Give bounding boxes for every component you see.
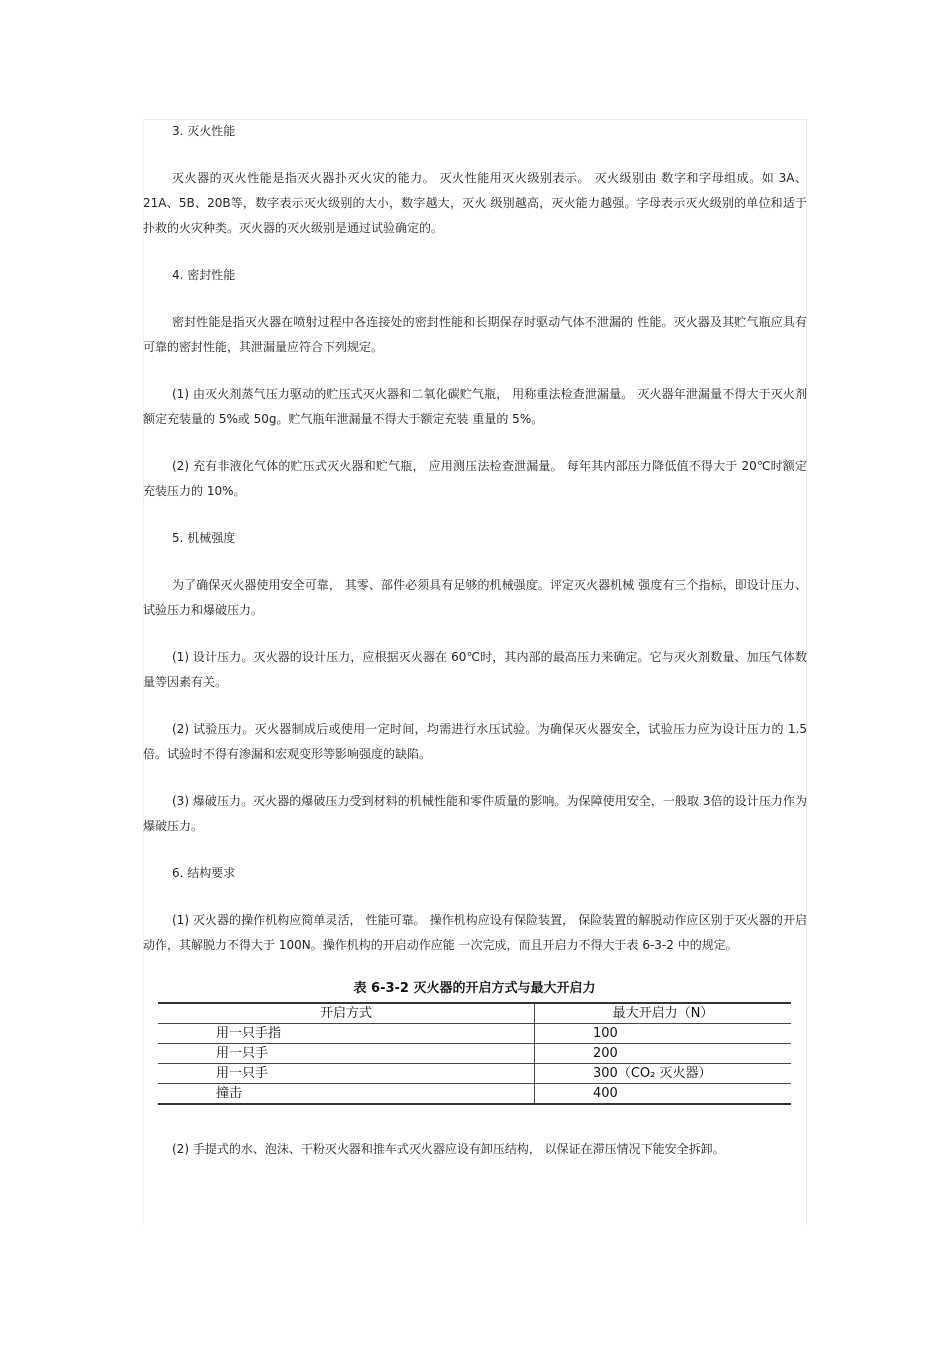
- opening-force-table: [158, 978, 791, 1105]
- section-heading-fire-performance: 3. 灭火性能: [172, 124, 236, 138]
- paragraph: 为了确保灭火器使用安全可靠， 其零、部件必须具有足够的机械强度。评定灭火器机械 强度有三个指标，即设计压力、试验压力和爆破压力。: [143, 578, 807, 617]
- table-row: [158, 1064, 791, 1084]
- paragraph: (3) 爆破压力。灭火器的爆破压力受到材料的机械性能和零件质量的影响。为保障使用安全，一般取 3倍的设计压力作为爆破压力。: [143, 794, 807, 833]
- table-caption: 表 6-3-2 灭火器的开启方式与最大开启力: [353, 981, 596, 996]
- table-row: [158, 1044, 791, 1064]
- paragraph: 密封性能是指灭火器在喷射过程中各连接处的密封性能和长期保存时驱动气体不泄漏的 性能。灭火器及其贮气瓶应具有可靠的密封性能，其泄漏量应符合下列规定。: [143, 315, 807, 354]
- table-cell: 300（CO₂ 灭火器）: [535, 1064, 792, 1084]
- paragraph: 灭火器的灭火性能是指灭火器扑灭火灾的能力。 灭火性能用灭火级别表示。 灭火级别由 数字和字母组成。如 3A、21A、5B、20B等，数字表示灭火级别的大小，数字越大，灭火 级别越高，灭火能力越强。字母表示灭火级别的单位和适于扑救的火灾种类。灭火器的灭火级别是通过试验确定的。: [143, 171, 807, 235]
- spec-table: [158, 1002, 791, 1105]
- table-cell: 用一只手: [158, 1044, 535, 1064]
- paragraph: (2) 充有非液化气体的贮压式灭火器和贮气瓶， 应用测压法检查泄漏量。 每年其内部压力降低值不得大于 20℃时额定充装压力的 10%。: [143, 459, 807, 498]
- document-body: [143, 119, 807, 1162]
- paragraph: (1) 设计压力。灭火器的设计压力，应根据灭火器在 60℃时，其内部的最高压力来确定。它与灭火剂数量、加压气体数量等因素有关。: [143, 650, 807, 689]
- table-header-row: [158, 1003, 791, 1024]
- table-cell: 用一只手指: [158, 1024, 535, 1044]
- table-cell: 200: [535, 1044, 792, 1064]
- table-cell: 撞击: [158, 1084, 535, 1105]
- table-cell: 400: [593, 1086, 618, 1101]
- table-row: [158, 1024, 791, 1044]
- paragraph: (2) 手提式的水、泡沫、干粉灭火器和推车式灭火器应设有卸压结构， 以保证在滞压情况下能安全拆卸。: [172, 1142, 725, 1156]
- paragraph: (1) 灭火器的操作机构应简单灵活， 性能可靠。 操作机构应设有保险装置， 保险装置的解脱动作应区别于灭火器的开启动作，其解脱力不得大于 100N。操作机构的开启动作应能 一次完成，而且开启力不得大于表 6-3-2 中的规定。: [143, 913, 807, 952]
- table-cell: 100: [535, 1024, 792, 1044]
- paragraph: (1) 由灭火剂蒸气压力驱动的贮压式灭火器和二氧化碳贮气瓶， 用称重法检查泄漏量。 灭火器年泄漏量不得大于灭火剂额定充装量的 5%或 50g。贮气瓶年泄漏量不得大于额定充装 重量的 5%。: [143, 387, 807, 426]
- section-heading-mechanical-strength: 5. 机械强度: [172, 531, 236, 545]
- section-heading-structure-requirements: 6. 结构要求: [172, 866, 236, 880]
- column-header-max-force: 最大开启力（N）: [535, 1003, 792, 1024]
- column-header-opening-method: 开启方式: [158, 1003, 535, 1024]
- table-cell: 用一只手: [158, 1064, 535, 1084]
- table-row: [158, 1084, 791, 1105]
- paragraph: (2) 试验压力。灭火器制成后或使用一定时间，均需进行水压试验。为确保灭火器安全，试验压力应为设计压力的 1.5 倍。试验时不得有渗漏和宏观变形等影响强度的缺陷。: [143, 722, 807, 761]
- section-heading-sealing-performance: 4. 密封性能: [172, 268, 236, 282]
